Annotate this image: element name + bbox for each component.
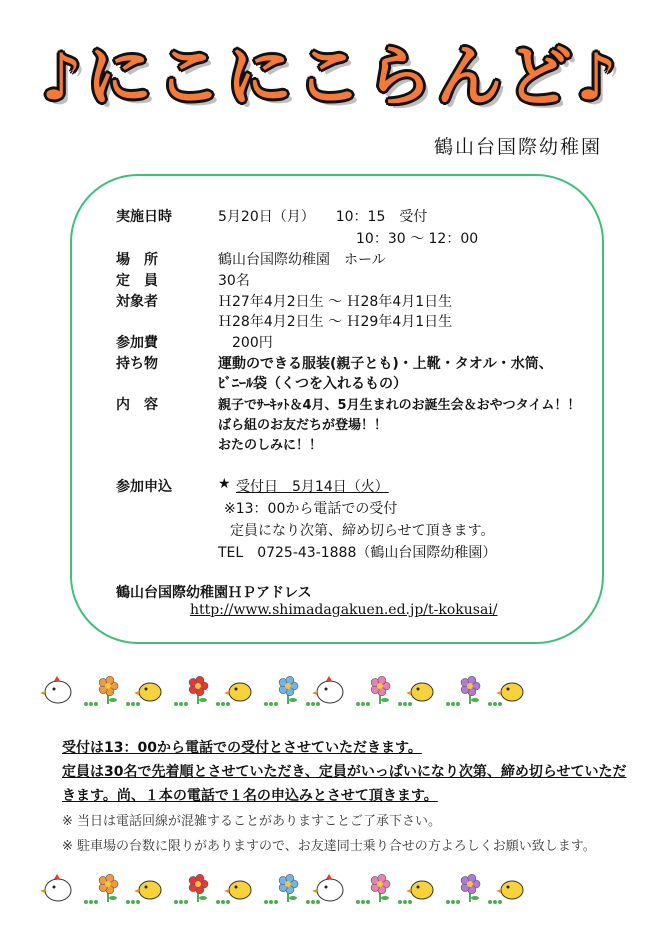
content-value-3: おたのしみに！！ [218, 438, 323, 453]
content-value-1: 親子でｻｰｷｯﾄ＆4月、5月生まれのお誕生会＆おやつタイム！！ [218, 398, 581, 413]
organizer-name: 鶴山台国際幼稚園 [433, 136, 602, 158]
place-label: 場 所 [116, 252, 158, 268]
apply-note-1: ※13：00から電話での受付 [224, 501, 398, 517]
time-value: 10：30 ～ 12：00 [356, 231, 479, 247]
hp-label: 鶴山台国際幼稚園ＨＰアドレス [116, 585, 312, 601]
music-note-icon: ♪ [576, 41, 621, 115]
decorative-border-top [40, 670, 630, 710]
items-value-1: 運動のできる服装(親子とも)・上靴・タオル・水筒、 [218, 356, 553, 372]
apply-star-icon: ★ [218, 476, 231, 492]
content-value-2: ばら組のお友だちが登場！！ [218, 418, 388, 433]
notice-line-3: きます。尚、１本の電話で１名の申込みとさせて頂きます。 [62, 788, 438, 804]
fee-label: 参加費 [116, 335, 158, 351]
capacity-value: 30名 [218, 273, 250, 289]
chicks-flowers-border-icon [40, 868, 630, 908]
chicks-flowers-border-icon [40, 670, 630, 710]
content-label: 内 容 [116, 397, 158, 413]
capacity-label: 定 員 [116, 273, 158, 289]
fee-value: 200円 [232, 335, 273, 351]
apply-date: 受付日 5月14日（火） [236, 479, 389, 495]
notice-line-2: 定員は30名で先着順とさせていただき、定員がいっぱいになり次第、締め切らせていただ [62, 764, 627, 780]
apply-tel: TEL 0725-43-1888（鶴山台国際幼稚園） [218, 545, 497, 561]
notice-line-5: ※ 駐車場の台数に限りがありますので、お友達同士乗り合せの方よろしくお願い致します。 [62, 839, 596, 854]
hp-url-link[interactable]: http://www.shimadagakuen.ed.jp/t-kokusai/ [190, 602, 498, 618]
decorative-border-bottom [40, 868, 630, 908]
place-value: 鶴山台国際幼稚園 ホール [218, 252, 386, 268]
target-label: 対象者 [116, 294, 158, 310]
event-name: にこにこらんど [86, 38, 576, 115]
items-value-2: ﾋﾞﾆｰﾙ袋（くつを入れるもの） [218, 376, 407, 392]
apply-note-2: 定員になり次第、締め切らせて頂きます。 [230, 523, 495, 539]
notice-line-1: 受付は13：00から電話での受付とさせていただきます。 [62, 740, 422, 756]
items-label: 持ち物 [116, 356, 158, 372]
date-value: 5月20日（月） 10：15 受付 [218, 209, 428, 225]
notice-line-4: ※ 当日は電話回線が混雑することがありますことご了承下さい。 [62, 814, 442, 829]
apply-label: 参加申込 [116, 479, 172, 495]
music-note-icon: ♪ [41, 41, 86, 115]
target-value-2: Ｈ28年4月2日生 ～ Ｈ29年4月1日生 [218, 314, 453, 330]
page-title [0, 32, 662, 122]
date-label: 実施日時 [116, 209, 172, 225]
target-value-1: Ｈ27年4月2日生 ～ Ｈ28年4月1日生 [218, 294, 453, 310]
